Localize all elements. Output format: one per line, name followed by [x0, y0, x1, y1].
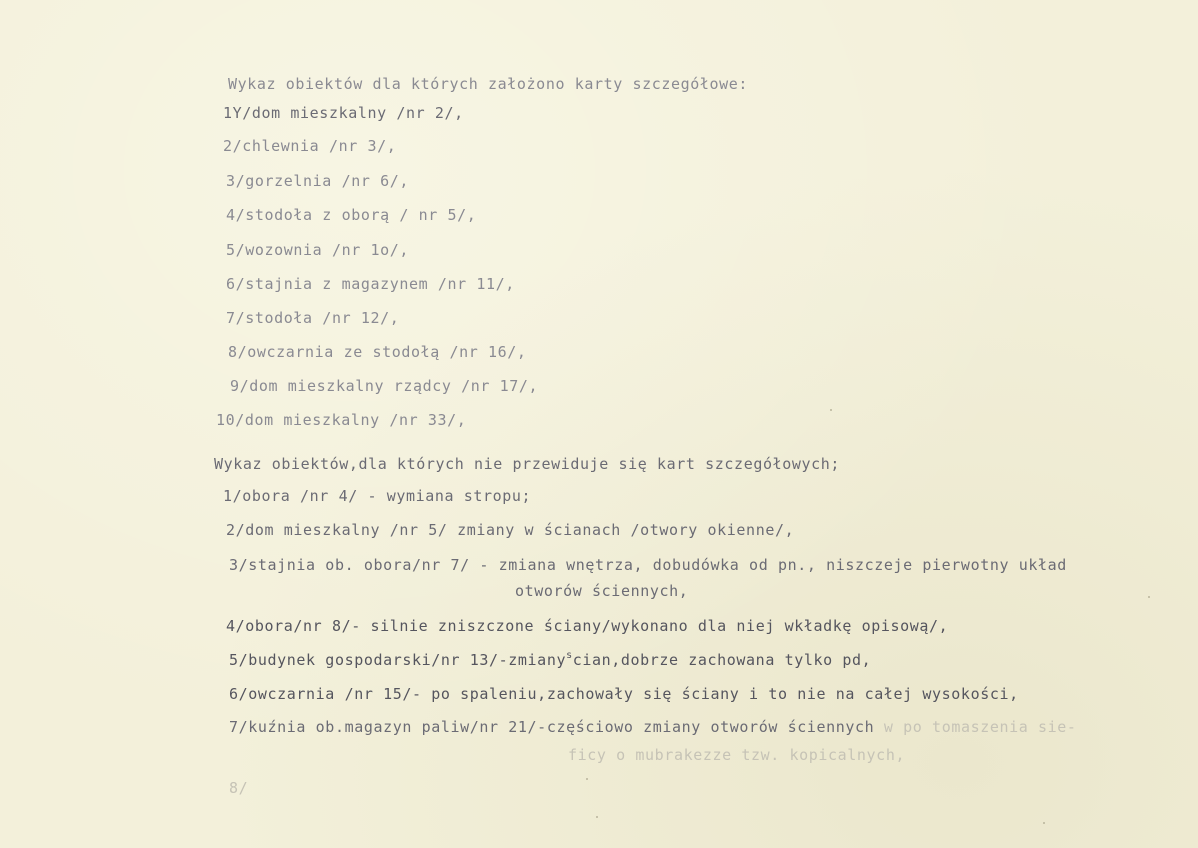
list-item-2-6: 6/owczarnia /nr 15/- po spaleniu,zachowały się ściany i to nie na całej wysokości, [229, 685, 1019, 703]
paper-speck [1043, 822, 1045, 824]
heading-detailed-cards: Wykaz obiektów dla których założono karty szczegółowe: [228, 75, 749, 93]
list-item-2-7-continued: ficy o mubrakezze tzw. kopicalnych, [568, 746, 906, 764]
list-item-1-4: 4/stodoła z oborą / nr 5/, [226, 206, 477, 224]
list-item-1-6: 6/stajnia z magazynem /nr 11/, [226, 275, 515, 293]
list-item-2-7 [229, 718, 1077, 736]
paper-speck [596, 816, 598, 818]
list-item-2-7-faded: w po tomaszenia sie- [883, 718, 1077, 736]
list-item-1-7: 7/stodoła /nr 12/, [226, 309, 400, 327]
list-item-2-1: 1/obora /nr 4/ - wymiana stropu; [223, 487, 532, 505]
list-item-2-5-end: cian,dobrze zachowana tylko pd, [572, 651, 872, 669]
list-item-1-10: 10/dom mieszkalny /nr 33/, [216, 411, 467, 429]
list-item-2-3: 3/stajnia ob. obora/nr 7/ - zmiana wnętrza, dobudówka od pn., niszczeje pierwotny układ [229, 556, 1067, 574]
list-item-1-3: 3/gorzelnia /nr 6/, [226, 172, 409, 190]
list-item-1-1: 1Y/dom mieszkalny /nr 2/, [223, 104, 464, 122]
list-item-2-4: 4/obora/nr 8/- silnie zniszczone ściany/wykonano dla niej wkładkę opisową/, [226, 617, 949, 635]
list-item-1-9: 9/dom mieszkalny rządcy /nr 17/, [230, 377, 539, 395]
list-item-2-5-start: 5/budynek gospodarski/nr 13/-zmiany [229, 651, 567, 669]
list-item-2-8: 8/ [229, 779, 249, 797]
heading-no-detailed-cards: Wykaz obiektów,dla których nie przewiduje się kart szczegółowych; [214, 455, 840, 473]
list-item-1-2: 2/chlewnia /nr 3/, [223, 137, 397, 155]
superscript-letter: s [566, 650, 573, 661]
list-item-1-5: 5/wozownia /nr 1o/, [226, 241, 409, 259]
paper-speck [1148, 596, 1150, 598]
list-item-2-2: 2/dom mieszkalny /nr 5/ zmiany w ścianach /otwory okienne/, [226, 521, 795, 539]
list-item-2-7-text: 7/kuźnia ob.magazyn paliw/nr 21/-częściowo zmiany otworów ściennych [229, 718, 875, 736]
list-item-2-5 [229, 651, 871, 672]
paper-speck [830, 409, 832, 411]
list-item-2-3-continued: otworów ściennych, [515, 582, 689, 600]
list-item-1-8: 8/owczarnia ze stodołą /nr 16/, [228, 343, 527, 361]
paper-speck [586, 778, 588, 780]
